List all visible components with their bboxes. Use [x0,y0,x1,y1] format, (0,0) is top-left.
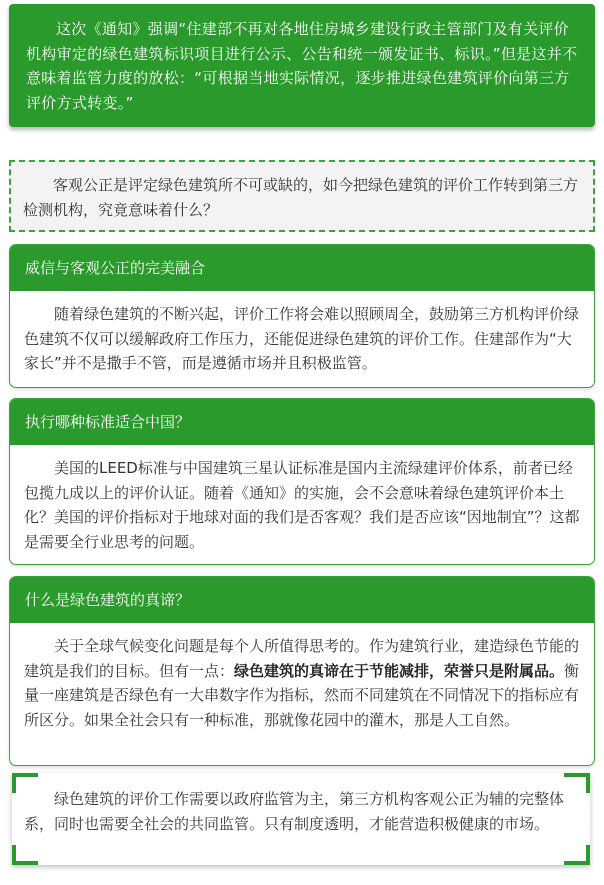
question-text: 客观公正是评定绿色建筑所不可或缺的，如今把绿色建筑的评价工作转到第三方检测机构，究竟意味着什么？ [23,176,579,219]
section-body-text: 衡量一座建筑是否绿色有一大串数字作为指标，然而不同建筑在不同情况下的指标应有所区分。如果全社会只有一种标准，那就像花园中的灌木，那是人工自然。 [24,661,580,729]
conclusion-text: 绿色建筑的评价工作需要以政府监管为主，第三方机构客观公正为辅的完整体系，同时也需要全社会的共同监管。只有制度透明，才能营造积极健康的市场。 [24,790,565,833]
section-card-authority [9,244,595,388]
intro-banner [9,4,595,127]
corner-bracket-decoration [564,773,590,793]
intro-text: 这次《通知》强调“住建部不再对各地住房城乡建设行政主管部门及有关评价机构审定的绿色建筑标识项目进行公示、公告和统一颁发证书、标识。”但是这并不意味着监管力度的放松：“可根据当地实际情况，逐步推进绿色建筑评价向第三方评价方式转变。” [26,20,578,112]
section-body-emphasis: 绿色建筑的真谛在于节能减排，荣誉只是附属品。 [234,661,565,680]
section-body [10,623,594,732]
section-body: 随着绿色建筑的不断兴起，评价工作将会难以照顾周全，鼓励第三方机构评价绿色建筑不仅可以缓解政府工作压力，还能促进绿色建筑的评价工作。住建部作为“大家长”并不是撒手不管，而是遵循市场并且积极监管。 [24,305,580,372]
section-title: 执行哪种标准适合中国？ [10,399,594,445]
corner-bracket-decoration [12,845,38,865]
section-title: 什么是绿色建筑的真谛？ [10,577,594,623]
corner-bracket-decoration [564,845,590,865]
section-body: 美国的LEED标准与中国建筑三星认证标准是国内主流绿建评价体系，前者已经包揽九成以上的评价认证。随着《通知》的实施，会不会意味着绿色建筑评价本土化？美国的评价指标对于地球对面的我们是否客观？我们是否应该“因地制宜”？这都是需要全行业思考的问题。 [24,459,580,551]
section-card-essence [9,576,595,766]
section-card-standards [9,398,595,565]
conclusion-box [12,773,590,865]
corner-bracket-decoration [12,773,38,793]
section-body-text: 关于全球气候变化问题是每个人所值得思考的。作为建筑行业，建造绿色节能的建筑是我们的目标。但有一点： [24,637,580,680]
question-box [9,160,595,232]
section-title: 威信与客观公正的完美融合 [10,245,594,291]
